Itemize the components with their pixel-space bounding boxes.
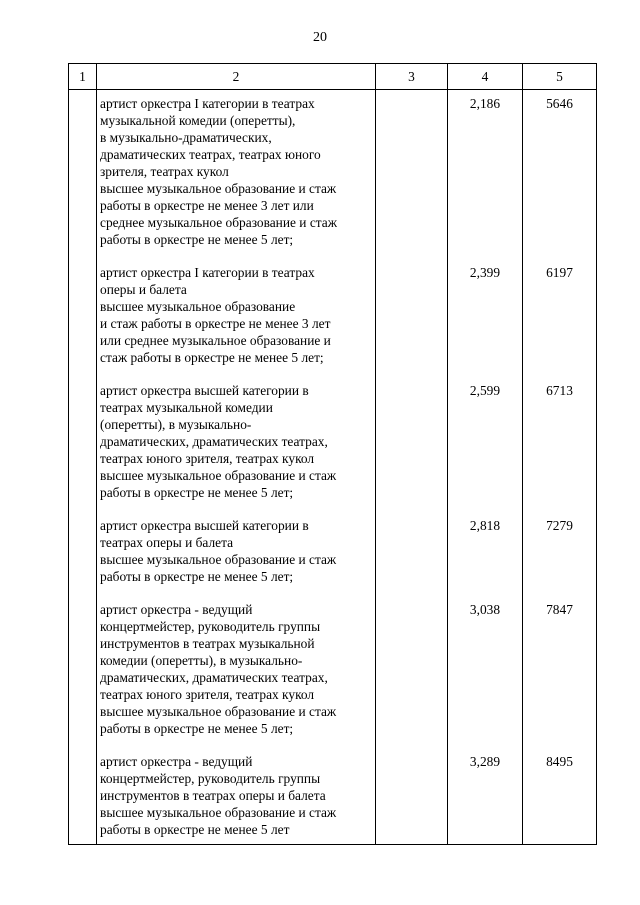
table-row [69, 599, 597, 751]
row-number-cell [69, 380, 97, 515]
row-number-cell [69, 262, 97, 380]
position-description: артист оркестра высшей категории в театрах оперы и балета высшее музыкальное образование и стаж работы в оркестре не менее 5 лет; [97, 515, 376, 599]
salary-cell: 8495 [523, 751, 597, 845]
tariff-table [68, 63, 597, 845]
coefficient-cell: 2,818 [448, 515, 523, 599]
salary-cell: 5646 [523, 90, 597, 263]
salary-cell: 7847 [523, 599, 597, 751]
column-header-4: 4 [448, 64, 523, 90]
salary-cell: 6713 [523, 380, 597, 515]
position-description: артист оркестра I категории в театрах оперы и балета высшее музыкальное образование и стаж работы в оркестре не менее 3 лет или среднее музыкальное образование и стаж работы в оркестре не менее 5 лет; [97, 262, 376, 380]
row-number-cell [69, 90, 97, 263]
position-description: артист оркестра - ведущий концертмейстер, руководитель группы инструментов в театрах оперы и балета высшее музыкальное образование и стаж работы в оркестре не менее 5 лет [97, 751, 376, 845]
column-3-cell [376, 515, 448, 599]
column-header-3: 3 [376, 64, 448, 90]
position-description: артист оркестра высшей категории в театрах музыкальной комедии (оперетты), в музыкально- драматических, драматических театрах, театрах юного зрителя, театрах кукол высшее музыкальное образование и стаж работы в оркестре не менее 5 лет; [97, 380, 376, 515]
table-header-row [69, 64, 597, 90]
row-number-cell [69, 751, 97, 845]
column-header-2: 2 [97, 64, 376, 90]
column-3-cell [376, 90, 448, 263]
table-row [69, 380, 597, 515]
position-description: артист оркестра - ведущий концертмейстер, руководитель группы инструментов в театрах музыкальной комедии (оперетты), в музыкально- драматических, драматических театрах, театрах юного зрителя, театрах кукол высшее музыкальное образование и стаж работы в оркестре не менее 5 лет; [97, 599, 376, 751]
position-description: артист оркестра I категории в театрах музыкальной комедии (оперетты), в музыкально-драматических, драматических театрах, театрах юного зрителя, театрах кукол высшее музыкальное образование и стаж работы в оркестре не менее 3 лет или среднее музыкальное образование и стаж работы в оркестре не менее 5 лет; [97, 90, 376, 263]
column-header-1: 1 [69, 64, 97, 90]
coefficient-cell: 2,186 [448, 90, 523, 263]
column-header-5: 5 [523, 64, 597, 90]
table-row [69, 262, 597, 380]
coefficient-cell: 3,289 [448, 751, 523, 845]
column-3-cell [376, 380, 448, 515]
row-number-cell [69, 599, 97, 751]
table-row [69, 515, 597, 599]
row-number-cell [69, 515, 97, 599]
salary-cell: 6197 [523, 262, 597, 380]
page-number: 20 [313, 30, 327, 45]
table-row [69, 90, 597, 263]
coefficient-cell: 2,599 [448, 380, 523, 515]
column-3-cell [376, 751, 448, 845]
coefficient-cell: 3,038 [448, 599, 523, 751]
column-3-cell [376, 262, 448, 380]
table-row [69, 751, 597, 845]
salary-cell: 7279 [523, 515, 597, 599]
column-3-cell [376, 599, 448, 751]
coefficient-cell: 2,399 [448, 262, 523, 380]
